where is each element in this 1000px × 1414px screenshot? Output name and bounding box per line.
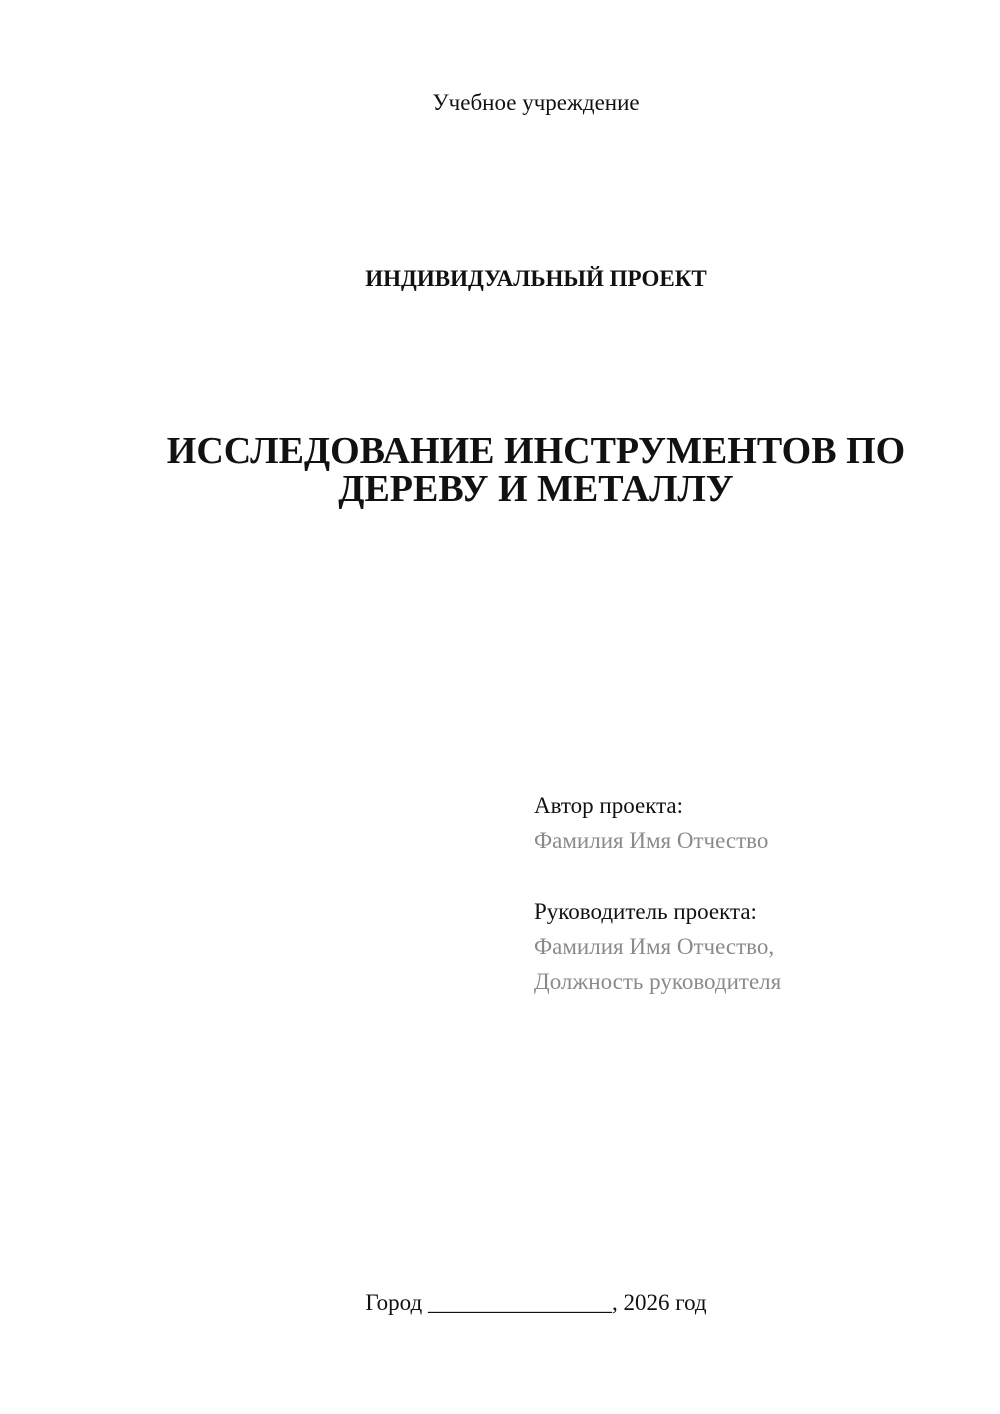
project-title	[100, 432, 972, 508]
document-type: ИНДИВИДУАЛЬНЫЙ ПРОЕКТ	[365, 266, 707, 291]
project-info-block	[534, 788, 974, 999]
project-title-line-2: ДЕРЕВУ И МЕТАЛЛУ	[338, 468, 734, 510]
project-title-line-1: ИССЛЕДОВАНИЕ ИНСТРУМЕНТОВ ПО	[166, 430, 906, 472]
supervisor-position: Должность руководителя	[534, 969, 782, 994]
info-spacer	[534, 858, 974, 894]
author-label: Автор проекта:	[534, 793, 683, 818]
supervisor-name: Фамилия Имя Отчество,	[534, 934, 775, 959]
institution-name: Учебное учреждение	[432, 90, 640, 115]
city-year-footer: Город ________________, 2026 год	[365, 1290, 707, 1315]
supervisor-label: Руководитель проекта:	[534, 899, 757, 924]
author-name: Фамилия Имя Отчество	[534, 828, 769, 853]
